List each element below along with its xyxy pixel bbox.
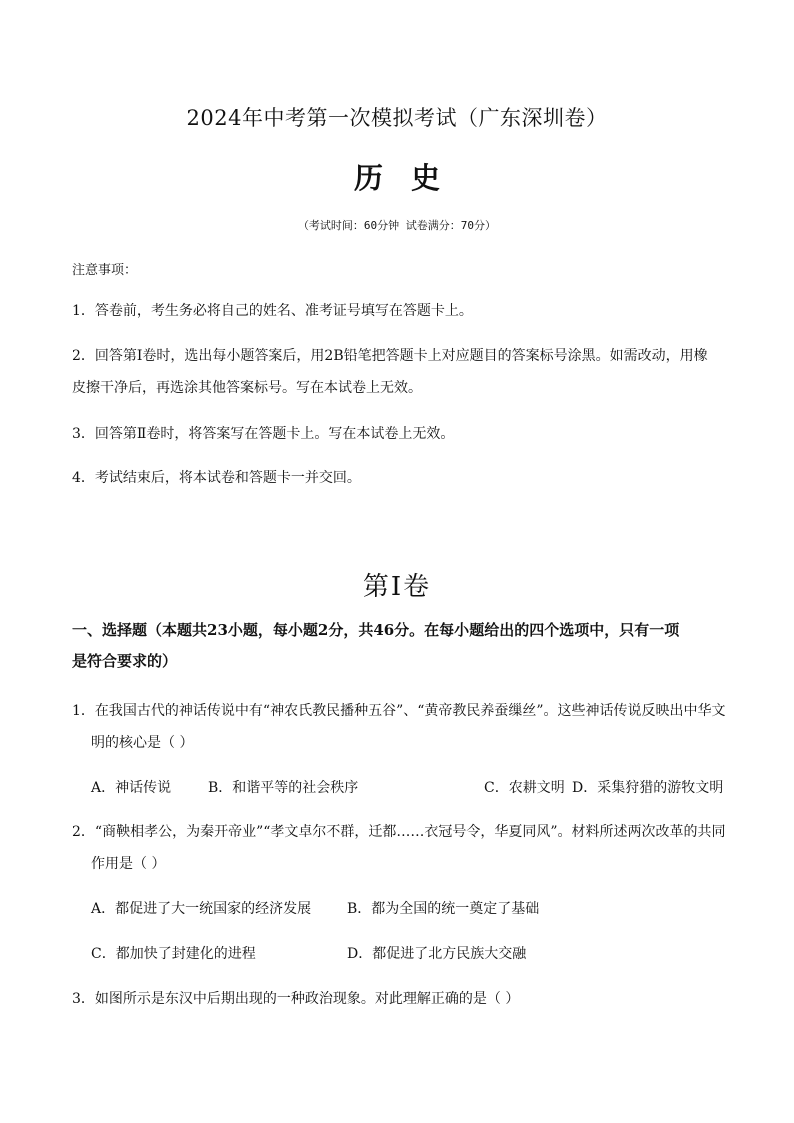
notice-item-4: 4．考试结束后，将本试卷和答题卡一并交回。: [72, 470, 361, 486]
notice-heading: 注意事项：: [72, 263, 138, 278]
question-3-stem: 3．如图所示是东汉中后期出现的一种政治现象。对此理解正确的是（ ）: [72, 991, 520, 1007]
section-instruction: 一、选择题（本题共23小题，每小题2分，共46分。在每小题给出的四个选项中，只有一项: [72, 621, 680, 639]
notice-item-2: 2．回答第Ⅰ卷时，选出每小题答案后，用2B铅笔把答题卡上对应题目的答案标号涂黑。如需改动，用橡: [72, 348, 708, 364]
exam-title: 2024年中考第一次模拟考试（广东深圳卷）: [186, 106, 608, 130]
part-title: 第Ⅰ卷: [362, 572, 432, 602]
question-2-option-a: A．都促进了大一统国家的经济发展: [91, 901, 312, 917]
section-instruction-continued: 是符合要求的）: [72, 652, 178, 670]
exam-info: （考试时间：60分钟 试卷满分：70分）: [297, 219, 497, 232]
question-2-stem-continued: 作用是（ ）: [91, 856, 166, 872]
question-2-option-d: D．都促进了北方民族大交融: [347, 946, 527, 962]
question-1-option-a: A．神话传说: [91, 780, 172, 796]
question-2-option-c: C．都加快了封建化的进程: [91, 946, 256, 962]
question-1-stem: 1．在我国古代的神话传说中有“神农氏教民播种五谷”、“黄帝教民养蚕缫丝”。这些神话传说反映出中华文: [72, 703, 726, 719]
notice-item-3: 3．回答第Ⅱ卷时，将答案写在答题卡上。写在本试卷上无效。: [72, 426, 455, 442]
question-1-option-b: B．和谐平等的社会秩序: [208, 780, 359, 796]
question-1-option-c: C．农耕文明: [484, 780, 565, 796]
question-2-stem: 2．“商鞅相孝公，为秦开帝业”“孝文卓尔不群，迁都……衣冠号令，华夏同风”。材料所述两次改革的共同: [72, 824, 726, 840]
notice-item-1: 1．答卷前，考生务必将自己的姓名、准考证号填写在答题卡上。: [72, 303, 473, 319]
question-2-option-b: B．都为全国的统一奠定了基础: [347, 901, 540, 917]
notice-item-2-continued: 皮擦干净后，再选涂其他答案标号。写在本试卷上无效。: [72, 380, 422, 396]
question-1-stem-continued: 明的核心是（ ）: [91, 735, 194, 751]
subject-title: 历史: [353, 161, 468, 195]
question-1-option-d: D．采集狩猎的游牧文明: [572, 780, 724, 796]
